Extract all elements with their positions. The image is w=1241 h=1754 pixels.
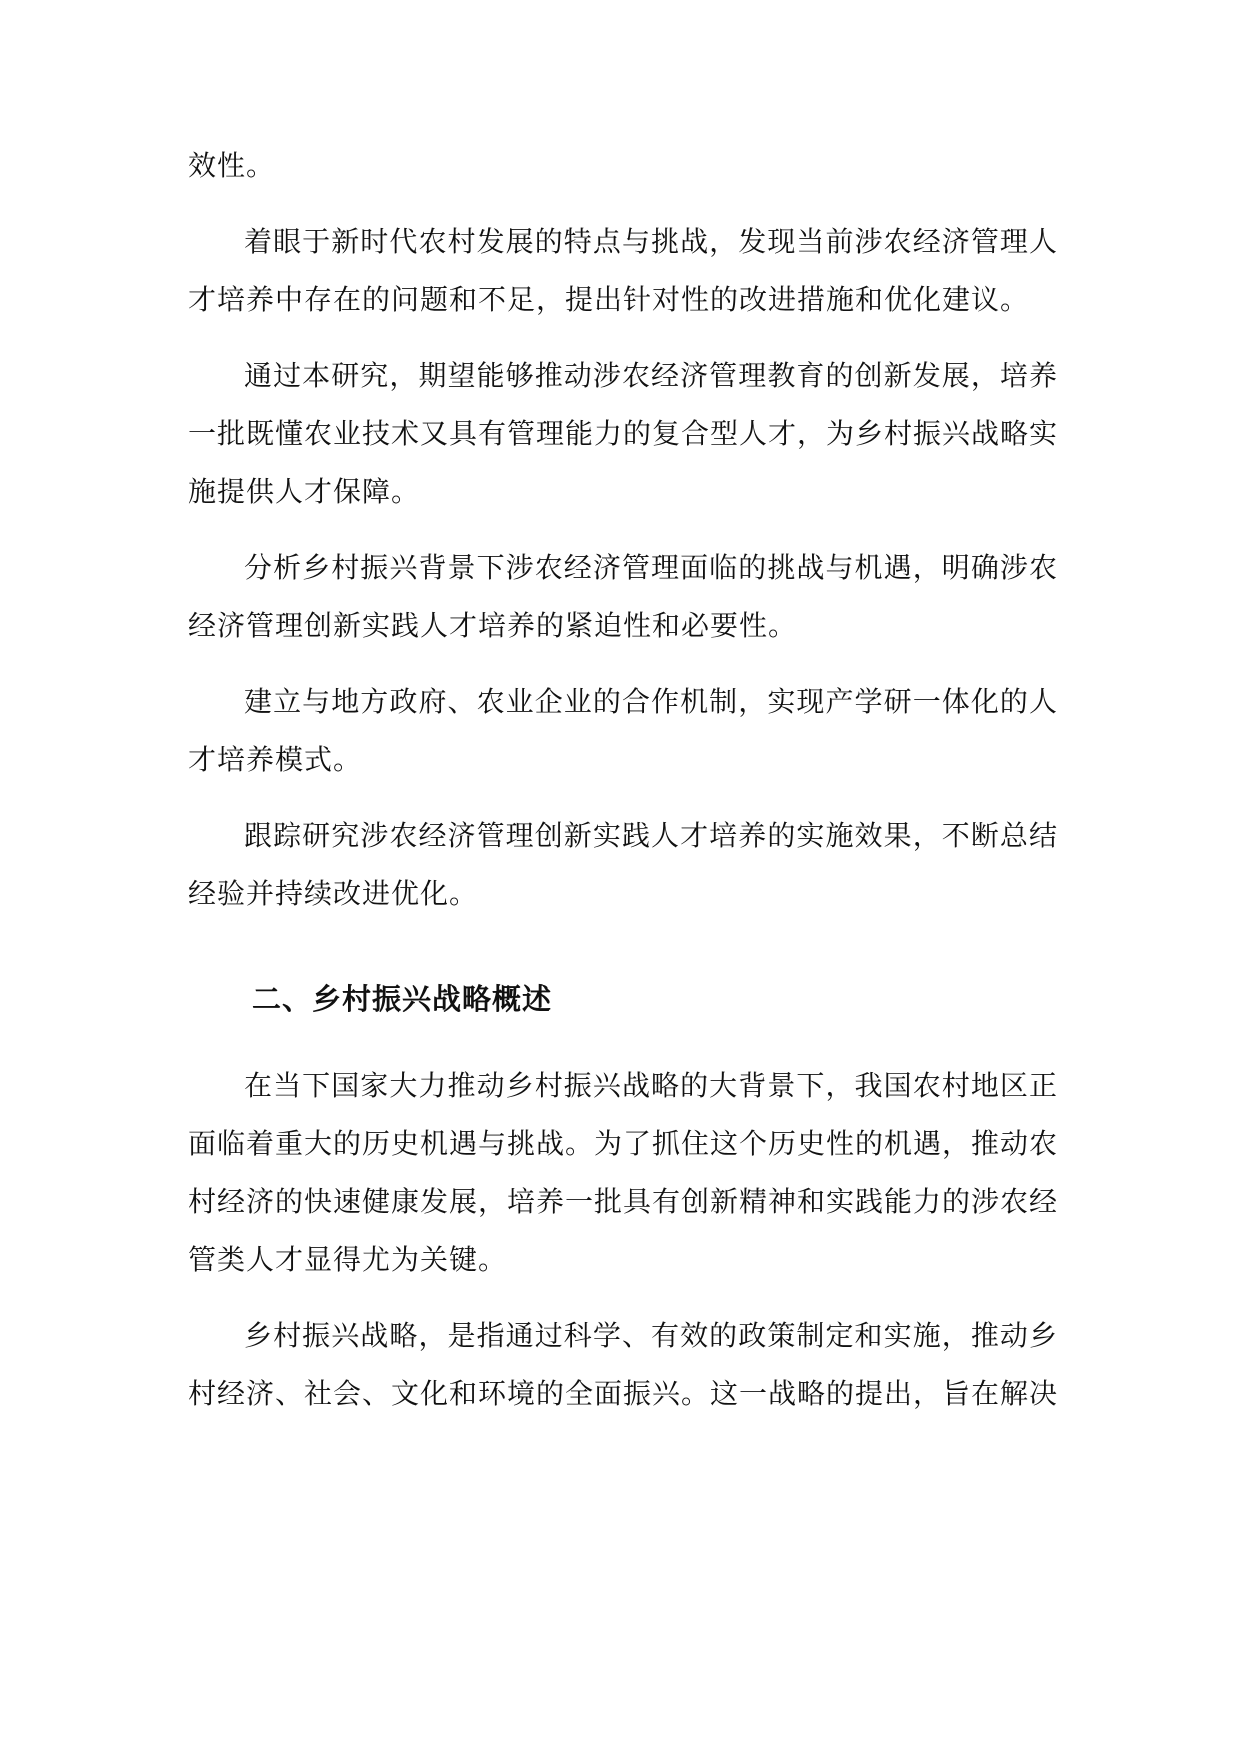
paragraph: 分析乡村振兴背景下涉农经济管理面临的挑战与机遇，明确涉农经济管理创新实践人才培养的紧迫性和必要性。 <box>188 551 1058 642</box>
paragraph: 通过本研究，期望能够推动涉农经济管理教育的创新发展，培养一批既懂农业技术又具有管理能力的复合型人才，为乡村振兴战略实施提供人才保障。 <box>188 359 1059 508</box>
paragraph: 着眼于新时代农村发展的特点与挑战，发现当前涉农经济管理人才培养中存在的问题和不足，提出针对性的改进措施和优化建议。 <box>188 225 1058 316</box>
document-body <box>188 137 1058 1423</box>
paragraph: 乡村振兴战略，是指通过科学、有效的政策制定和实施，推动乡村经济、社会、文化和环境的全面振兴。这一战略的提出，旨在解决 <box>188 1319 1059 1410</box>
paragraph-continuation: 效性。 <box>188 149 276 182</box>
paragraph: 在当下国家大力推动乡村振兴战略的大背景下，我国农村地区正面临着重大的历史机遇与挑战。为了抓住这个历史性的机遇，推动农村经济的快速健康发展，培养一批具有创新精神和实践能力的涉农经管类人才显得尤为关键。 <box>188 1069 1059 1276</box>
paragraph: 建立与地方政府、农业企业的合作机制，实现产学研一体化的人才培养模式。 <box>188 685 1058 776</box>
paragraph: 跟踪研究涉农经济管理创新实践人才培养的实施效果，不断总结经验并持续改进优化。 <box>188 819 1058 910</box>
section-heading: 二、乡村振兴战略概述 <box>252 982 553 1016</box>
